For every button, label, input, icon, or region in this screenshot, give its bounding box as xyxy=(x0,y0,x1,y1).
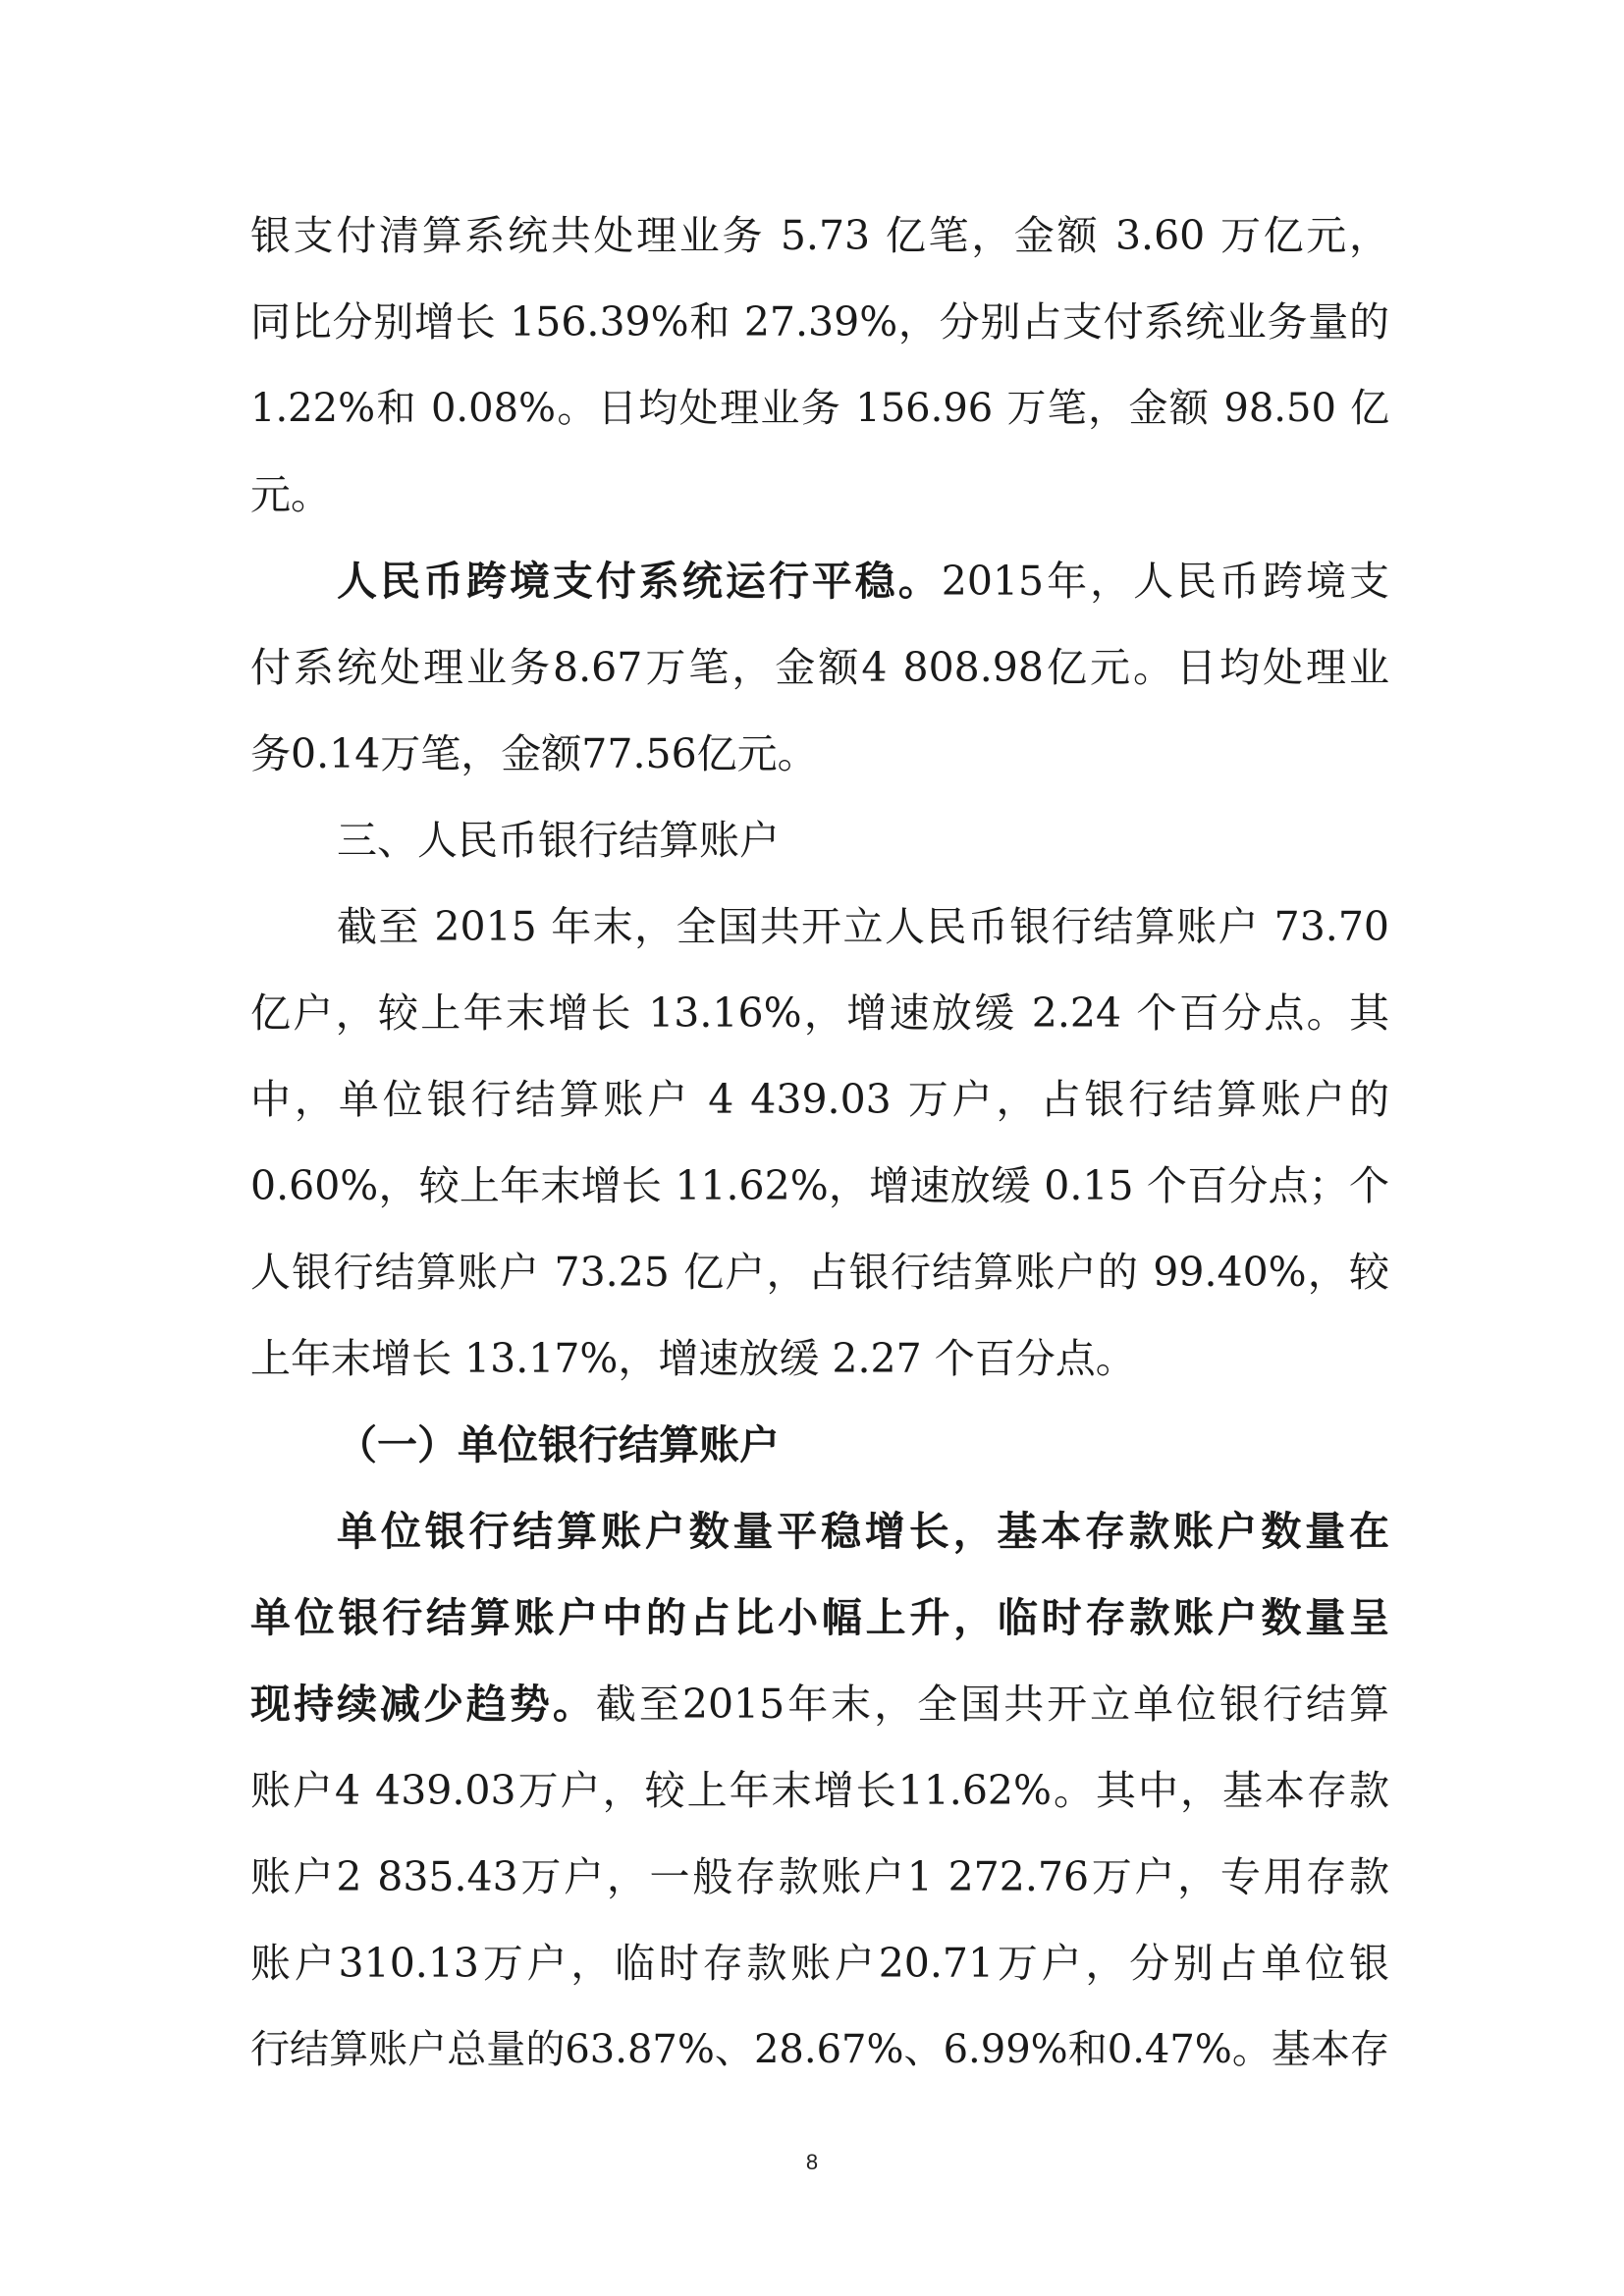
paragraph-line: 行结算账户总量的63.87%、28.67%、6.99%和0.47%。基本存 xyxy=(250,2027,1389,2072)
page-number: 8 xyxy=(805,2150,819,2174)
bold-lead: 人民币跨境支付系统运行平稳。 xyxy=(337,558,942,605)
paragraph-line: 元。 xyxy=(250,471,331,518)
paragraph-line: 人银行结算账户 73.25 亿户，占银行结算账户的 99.40%，较 xyxy=(250,1249,1389,1296)
paragraph-line: 付系统处理业务8.67万笔，金额4 808.98亿元。日均处理业 xyxy=(250,644,1389,691)
paragraph-line: 账户310.13万户，临时存款账户20.71万户，分别占单位银 xyxy=(250,1940,1389,1987)
paragraph-line: 现持续减少趋势。截至2015年末，全国共开立单位银行结算 xyxy=(250,1681,1390,1728)
paragraph-line: 0.60%，较上年末增长 11.62%，增速放缓 0.15 个百分点；个 xyxy=(250,1162,1389,1209)
paragraph-line: 务0.14万笔，金额77.56亿元。 xyxy=(250,730,818,777)
paragraph-line: 账户2 835.43万户，一般存款账户1 272.76万户，专用存款 xyxy=(250,1853,1389,1900)
paragraph-line: 单位银行结算账户数量平稳增长，基本存款账户数量在 xyxy=(337,1508,1389,1555)
paragraph-line: 中，单位银行结算账户 4 439.03 万户，占银行结算账户的 xyxy=(250,1076,1389,1123)
paragraph-line: 截至 2015 年末，全国共开立人民币银行结算账户 73.70 xyxy=(337,903,1389,950)
paragraph-line: 1.22%和 0.08%。日均处理业务 156.96 万笔，金额 98.50 亿 xyxy=(250,386,1389,431)
subsection-heading: （一）单位银行结算账户 xyxy=(337,1421,780,1468)
paragraph-line: 同比分别增长 156.39%和 27.39%，分别占支付系统业务量的 xyxy=(250,298,1389,346)
bold-lead: 现持续减少趋势。 xyxy=(250,1681,596,1728)
paragraph-line: 账户4 439.03万户，较上年末增长11.62%。其中，基本存款 xyxy=(250,1767,1389,1814)
paragraph-line: 人民币跨境支付系统运行平稳。2015年，人民币跨境支 xyxy=(337,558,1389,605)
paragraph-line: 单位银行结算账户中的占比小幅上升，临时存款账户数量呈 xyxy=(250,1594,1389,1641)
paragraph-line: 银支付清算系统共处理业务 5.73 亿笔，金额 3.60 万亿元， xyxy=(250,212,1389,259)
section-heading: 三、人民币银行结算账户 xyxy=(337,817,780,864)
paragraph-line: 亿户，较上年末增长 13.16%，增速放缓 2.24 个百分点。其 xyxy=(250,989,1389,1037)
paragraph-line: 上年末增长 13.17%，增速放缓 2.27 个百分点。 xyxy=(250,1335,1136,1382)
